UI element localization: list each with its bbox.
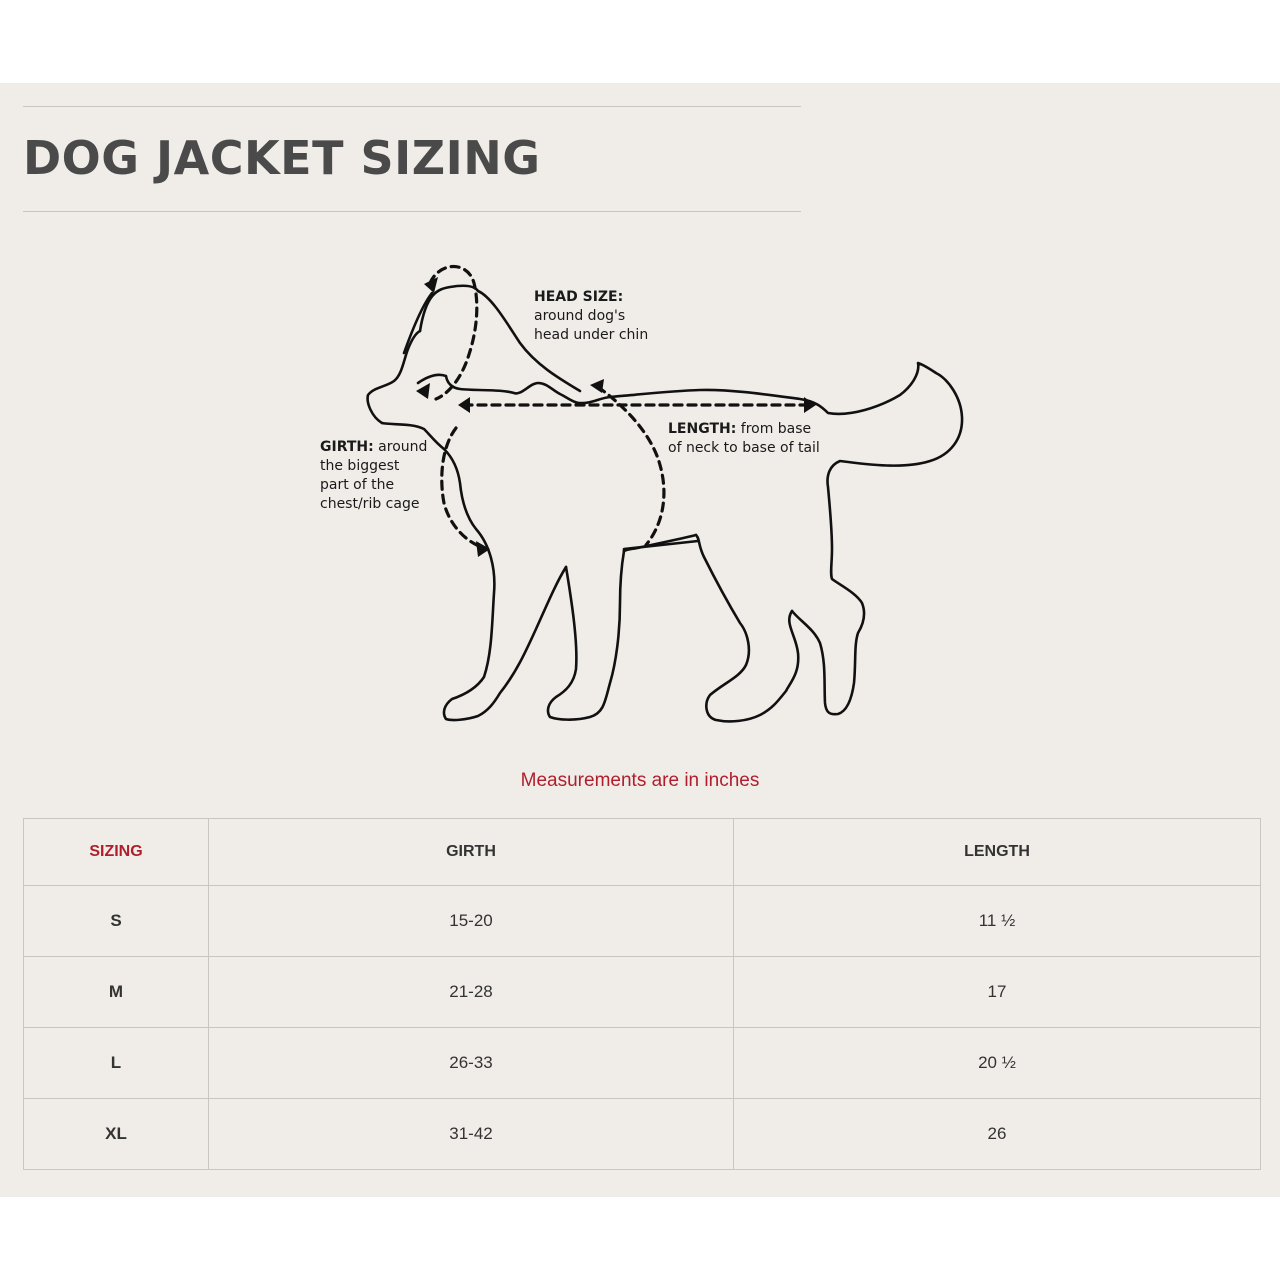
head-size-text-1: around dog's <box>534 308 626 324</box>
dog-muzzle <box>368 331 420 423</box>
length-callout <box>668 420 858 458</box>
size-cell: L <box>24 1028 209 1099</box>
sizing-panel <box>0 83 1280 1197</box>
table-row <box>24 886 1261 957</box>
dog-skull <box>420 286 478 331</box>
length-label: LENGTH: <box>668 421 737 437</box>
length-text-2: of neck to base of tail <box>668 440 820 456</box>
girth-callout <box>320 438 450 514</box>
arrow-icon <box>804 397 816 413</box>
head-size-text-2: head under chin <box>534 327 649 343</box>
girth-cell: 31-42 <box>209 1099 734 1170</box>
table-header-row <box>24 819 1261 886</box>
head-size-callout <box>534 288 704 345</box>
arrow-icon <box>416 383 430 399</box>
girth-body-measure-line <box>598 387 664 545</box>
girth-text-2: the biggest <box>320 458 400 474</box>
size-cell: XL <box>24 1099 209 1170</box>
page-title: DOG JACKET SIZING <box>23 131 541 185</box>
column-header-length: LENGTH <box>734 819 1261 886</box>
length-cell: 20 ½ <box>734 1028 1261 1099</box>
length-cell: 17 <box>734 957 1261 1028</box>
dog-outline-illustration <box>0 83 1280 763</box>
table-row <box>24 1099 1261 1170</box>
length-text-1: from base <box>736 421 812 437</box>
arrow-icon <box>590 379 604 393</box>
length-cell: 11 ½ <box>734 886 1261 957</box>
arrow-icon <box>476 541 490 557</box>
dog-body-outline <box>418 363 962 714</box>
length-cell: 26 <box>734 1099 1261 1170</box>
table-row <box>24 957 1261 1028</box>
girth-cell: 26-33 <box>209 1028 734 1099</box>
dog-chest-underside <box>444 449 566 720</box>
column-header-sizing: SIZING <box>24 819 209 886</box>
sizing-table <box>23 818 1261 1170</box>
girth-text-4: chest/rib cage <box>320 496 420 512</box>
table-row <box>24 1028 1261 1099</box>
girth-cell: 21-28 <box>209 957 734 1028</box>
dog-hind-leg <box>696 535 798 721</box>
size-cell: S <box>24 886 209 957</box>
girth-cell: 15-20 <box>209 886 734 957</box>
girth-text-1: around <box>373 439 428 455</box>
girth-text-3: part of the <box>320 477 395 493</box>
units-note: Measurements are in inches <box>520 770 760 791</box>
head-size-label: HEAD SIZE: <box>534 289 624 305</box>
arrow-icon <box>458 397 470 413</box>
size-cell: M <box>24 957 209 1028</box>
column-header-girth: GIRTH <box>209 819 734 886</box>
girth-label: GIRTH: <box>320 439 374 455</box>
